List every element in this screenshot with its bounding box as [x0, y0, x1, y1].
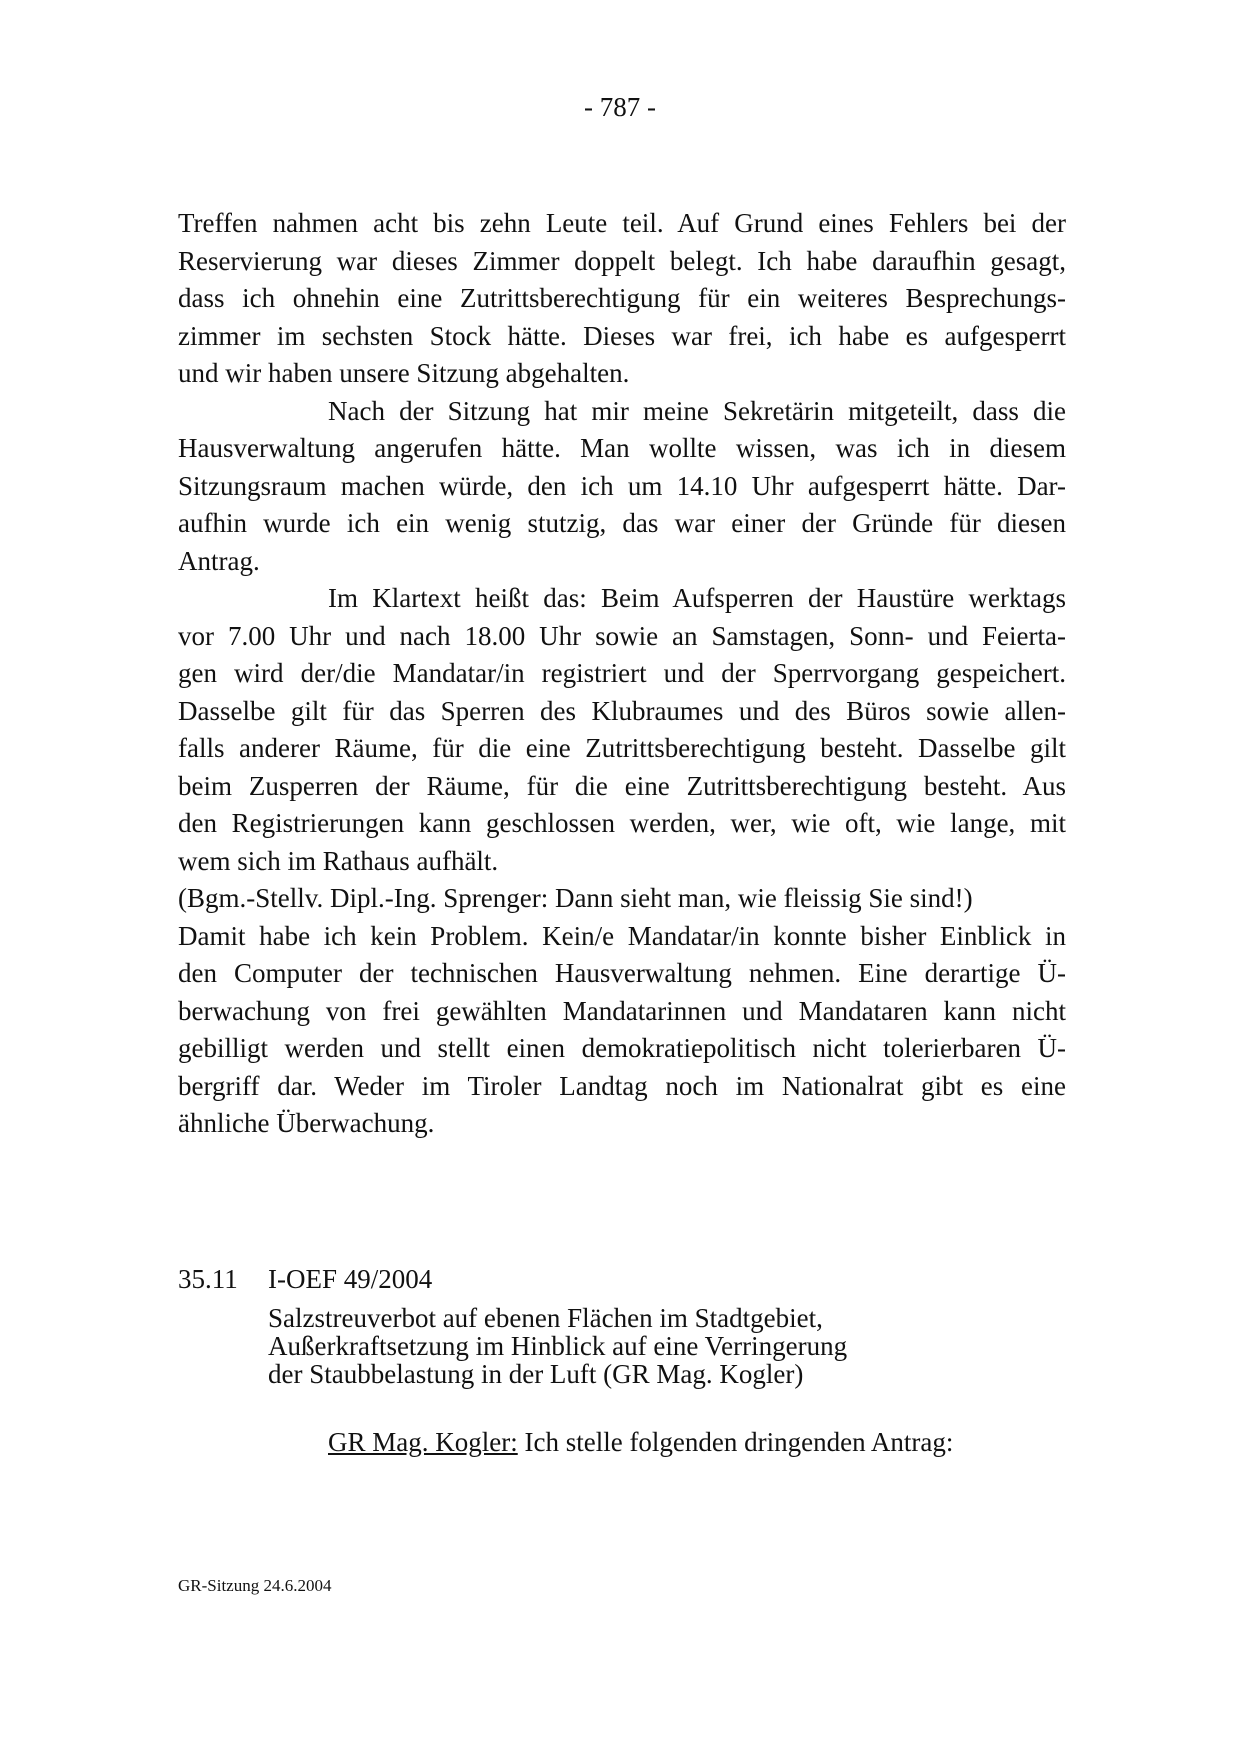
motion-text: Ich stelle folgenden dringenden Antrag: — [517, 1427, 954, 1457]
agenda-item-number: 35.11 — [178, 1264, 238, 1294]
interjection-line: (Bgm.-Stellv. Dipl.-Ing. Sprenger: Dann sieht man, wie fleissig Sie sind!) — [178, 883, 973, 913]
text-line: Damit habe ich kein Problem. Kein/e Mandatar/in konnte bisher Einblick in — [178, 920, 1066, 951]
text-line: dass ich ohnehin eine Zutrittsberechtigung für ein weiteres Besprechungs- — [178, 283, 1066, 313]
text-line: Im Klartext heißt das: Beim Aufsperren der Haustüre werktags — [328, 583, 1066, 613]
agenda-item-title — [268, 1304, 847, 1388]
text-line: Nach der Sitzung hat mir meine Sekretärin mitgeteilt, dass die — [328, 395, 1066, 426]
text-line: Dasselbe gilt für das Sperren des Klubraumes und des Büros sowie allen- — [178, 695, 1066, 726]
text-line: Sitzungsraum machen würde, den ich um 14.10 Uhr aufgesperrt hätte. Dar- — [178, 470, 1066, 501]
text-line: Hausverwaltung angerufen hätte. Man wollte wissen, was ich in diesem — [178, 433, 1066, 463]
agenda-title-line: Salzstreuverbot auf ebenen Flächen im Stadtgebiet, — [268, 1303, 823, 1333]
agenda-title-line: Außerkraftsetzung im Hinblick auf eine Verringerung — [268, 1331, 848, 1361]
text-line: vor 7.00 Uhr und nach 18.00 Uhr sowie an Samstagen, Sonn- und Feierta- — [178, 620, 1066, 651]
speaker-name: GR Mag. Kogler: — [328, 1427, 518, 1457]
text-line: Reservierung war dieses Zimmer doppelt belegt. Ich habe daraufhin gesagt, — [178, 245, 1066, 276]
text-line: Treffen nahmen acht bis zehn Leute teil. Auf Grund eines Fehlers bei der — [178, 208, 1066, 238]
text-line: gen wird der/die Mandatar/in registriert und der Sperrvorgang gespeichert. — [178, 658, 1066, 688]
text-line: Antrag. — [178, 545, 260, 576]
page-number: - 787 - — [584, 92, 656, 122]
text-line: bergriff dar. Weder im Tiroler Landtag noch im Nationalrat gibt es eine — [178, 1070, 1066, 1101]
agenda-title-line: der Staubbelastung in der Luft (GR Mag. Kogler) — [268, 1359, 804, 1389]
text-line: wem sich im Rathaus aufhält. — [178, 845, 499, 876]
body-text — [178, 205, 1066, 1143]
text-line: zimmer im sechsten Stock hätte. Dieses war frei, ich habe es aufgesperrt — [178, 320, 1066, 351]
agenda-item-code: I-OEF 49/2004 — [268, 1264, 433, 1294]
text-line: beim Zusperren der Räume, für die eine Zutrittsberechtigung besteht. Aus — [178, 770, 1066, 801]
text-line: und wir haben unsere Sitzung abgehalten. — [178, 358, 630, 388]
motion-statement — [328, 1427, 953, 1458]
text-line: den Computer der technischen Hausverwaltung nehmen. Eine derartige Ü- — [178, 958, 1066, 988]
text-line: berwachung von frei gewählten Mandatarinnen und Mandataren kann nicht — [178, 995, 1066, 1026]
text-line: ähnliche Überwachung. — [178, 1108, 435, 1138]
page-footer: GR-Sitzung 24.6.2004 — [178, 1576, 332, 1595]
text-line: den Registrierungen kann geschlossen werden, wer, wie oft, wie lange, mit — [178, 808, 1066, 838]
text-line: aufhin wurde ich ein wenig stutzig, das war einer der Gründe für diesen — [178, 508, 1066, 538]
text-line: gebilligt werden und stellt einen demokratiepolitisch nicht tolerierbaren Ü- — [178, 1033, 1066, 1063]
text-line: falls anderer Räume, für die eine Zutrittsberechtigung besteht. Dasselbe gilt — [178, 733, 1066, 763]
